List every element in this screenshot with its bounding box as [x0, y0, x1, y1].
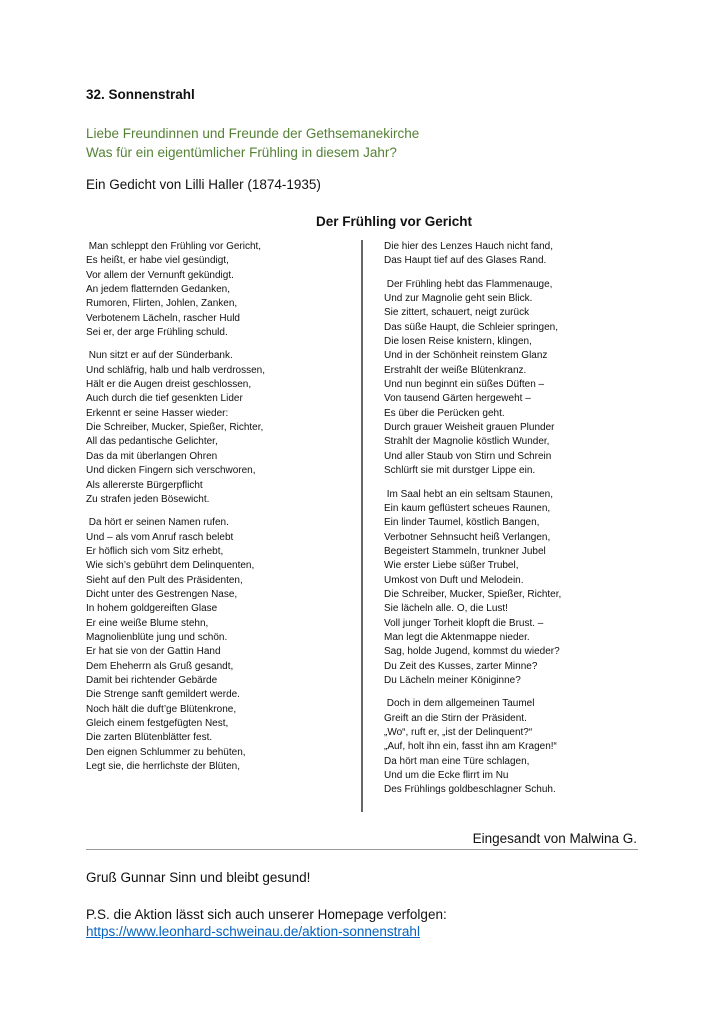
byline: Ein Gedicht von Lilli Haller (1874-1935): [86, 177, 321, 192]
poem-line: Begeistert Stammeln, trunkner Jubel: [384, 545, 546, 557]
poem-line: Und aller Staub von Stirn und Schrein: [384, 450, 552, 462]
poem-line: All das pedantische Gelichter,: [86, 436, 218, 448]
poem-line: Von tausend Gärten hergeweht –: [384, 393, 531, 405]
poem-line: Da hört man eine Türe schlagen,: [384, 755, 530, 767]
poem-stanza: [384, 240, 654, 269]
poem-line: Legt sie, die herrlichste der Blüten,: [86, 761, 240, 773]
poem-stanza: [384, 278, 654, 479]
poem-line: In hohem goldgereiften Glase: [86, 603, 218, 615]
poem-line: Wie erster Liebe süßer Trubel,: [384, 560, 519, 572]
poem-line: Erstrahlt der weiße Blütenkranz.: [384, 364, 527, 376]
poem-line: Die zarten Blütenblätter fest.: [86, 732, 213, 744]
poem-line: Der Frühling hebt das Flammenauge,: [384, 278, 553, 290]
poem-left-column: [86, 240, 348, 783]
poem-line: Ein kaum geflüstert scheues Raunen,: [384, 502, 551, 514]
poem-line: Die Strenge sanft gemildert werde.: [86, 689, 240, 701]
poem-line: Du Zeit des Kusses, zarter Minne?: [384, 660, 538, 672]
poem-line: Da hört er seinen Namen rufen.: [86, 517, 229, 529]
poem-line: Man legt die Aktenmappe nieder.: [384, 631, 530, 643]
poem-line: Verbotenem Lächeln, rascher Huld: [86, 312, 240, 324]
poem-line: „Wo“, ruft er, „ist der Delinquent?“: [384, 727, 533, 738]
poem-line: Greift an die Stirn der Präsident.: [384, 712, 527, 724]
poem-line: Erkennt er seine Hasser wieder:: [86, 407, 229, 419]
poem-line: Und nun beginnt ein süßes Düften –: [384, 379, 545, 391]
poem-line: Sag, holde Jugend, kommst du wieder?: [384, 646, 560, 658]
poem-line: Sei er, der arge Frühling schuld.: [86, 327, 228, 339]
poem-line: Das da mit überlangen Ohren: [86, 450, 218, 462]
poem-line: Durch grauer Weisheit grauen Plunder: [384, 422, 555, 434]
poem-line: Verbotner Sehnsucht heiß Verlangen,: [384, 531, 551, 543]
poem-line: Den eignen Schlummer zu behüten,: [86, 746, 246, 758]
poem-line: Doch in dem allgemeinen Taumel: [384, 698, 535, 710]
poem-line: Und um die Ecke flirrt im Nu: [384, 770, 509, 782]
poem-line: „Auf, holt ihn ein, fasst ihn am Kragen!“: [384, 741, 557, 753]
poem-line: Sie zittert, schauert, neigt zurück: [384, 307, 530, 319]
greeting: [86, 124, 419, 162]
poem-stanza: [384, 697, 654, 797]
postscript: [86, 906, 447, 940]
poem-line: Die losen Reise knistern, klingen,: [384, 336, 532, 348]
poem-line: Die Schreiber, Mucker, Spießer, Richter,: [86, 422, 264, 434]
poem-line: Man schleppt den Frühling vor Gericht,: [86, 241, 262, 252]
poem-line: Gleich einem festgefügten Nest,: [86, 718, 229, 729]
poem-line: Die Schreiber, Mucker, Spießer, Richter,: [384, 588, 562, 600]
farewell: Gruß Gunnar Sinn und bleibt gesund!: [86, 870, 311, 885]
poem-line: Und dicken Fingern sich verschworen,: [86, 465, 256, 477]
poem-line: An jedem flatternden Gedanken,: [86, 284, 230, 296]
poem-line: Nun sitzt er auf der Sünderbank.: [86, 350, 233, 362]
homepage-link[interactable]: https://www.leonhard-schweinau.de/aktion-sonnenstrahl: [86, 924, 420, 939]
poem-line: Ein linder Taumel, köstlich Bangen,: [384, 517, 540, 529]
poem-line: Dicht unter des Gestrengen Nase,: [86, 588, 238, 600]
poem-line: Strahlt der Magnolie köstlich Wunder,: [384, 436, 550, 448]
horizontal-rule: [86, 849, 638, 850]
poem-line: Du Lächeln meiner Königinne?: [384, 674, 521, 686]
poem-stanza: [86, 349, 348, 507]
poem-line: Es über die Perücken geht.: [384, 407, 505, 419]
poem-line: Und zur Magnolie geht sein Blick.: [384, 293, 533, 305]
poem-line: Rumoren, Flirten, Johlen, Zanken,: [86, 298, 238, 310]
poem-line: Das süße Haupt, die Schleier springen,: [384, 321, 558, 333]
poem-line: Damit bei richtender Gebärde: [86, 674, 218, 686]
postscript-text: P.S. die Aktion lässt sich auch unserer Homepage verfolgen:: [86, 907, 447, 922]
page-title: 32. Sonnenstrahl: [86, 87, 195, 102]
poem-line: Auch durch die tief gesenkten Lider: [86, 393, 243, 405]
poem-stanza: [86, 516, 348, 774]
poem-line: Im Saal hebt an ein seltsam Staunen,: [384, 488, 553, 500]
poem-line: Des Frühlings goldbeschlagner Schuh.: [384, 784, 556, 796]
poem-line: Und – als vom Anruf rasch belebt: [86, 531, 234, 543]
poem-line: Schlürft sie mit durstger Lippe ein.: [384, 465, 536, 477]
poem-line: Er eine weiße Blume stehn,: [86, 617, 209, 629]
poem-line: Voll junger Torheit klopft die Brust. –: [384, 617, 544, 629]
signature: Eingesandt von Malwina G.: [472, 831, 637, 846]
poem-line: Er hat sie von der Gattin Hand: [86, 646, 221, 658]
poem-line: Die hier des Lenzes Hauch nicht fand,: [384, 241, 553, 252]
poem-title: Der Frühling vor Gericht: [315, 214, 473, 229]
poem-line: Sie lächeln alle. O, die Lust!: [384, 603, 508, 615]
poem-right-column: [384, 240, 654, 807]
poem-stanza: [86, 240, 348, 340]
poem-line: Und in der Schönheit reinstem Glanz: [384, 350, 548, 362]
poem-line: Es heißt, er habe viel gesündigt,: [86, 255, 229, 267]
poem-stanza: [384, 488, 654, 689]
poem-line: Wie sich’s gebührt dem Delinquenten,: [86, 560, 255, 572]
poem-line: Und schläfrig, halb und halb verdrossen,: [86, 364, 265, 376]
poem-line: Als allererste Bürgerpflicht: [86, 479, 203, 491]
poem-line: Er höflich sich vom Sitz erhebt,: [86, 545, 224, 557]
poem-line: Vor allem der Vernunft gekündigt.: [86, 269, 234, 281]
column-divider: [361, 240, 363, 812]
poem-line: Zu strafen jeden Bösewicht.: [86, 493, 210, 505]
greeting-line: Liebe Freundinnen und Freunde der Gethsemanekirche: [86, 126, 420, 141]
poem-line: Sieht auf den Pult des Präsidenten,: [86, 574, 243, 586]
poem-line: Das Haupt tief auf des Glases Rand.: [384, 255, 547, 267]
poem-line: Dem Eheherrn als Gruß gesandt,: [86, 660, 234, 672]
poem-line: Hält er die Augen dreist geschlossen,: [86, 379, 252, 391]
greeting-line: Was für ein eigentümlicher Frühling in diesem Jahr?: [86, 145, 397, 160]
poem-line: Umkost von Duft und Melodein.: [384, 574, 524, 586]
poem-line: Magnolienblüte jung und schön.: [86, 631, 228, 643]
poem-line: Noch hält die duft’ge Blütenkrone,: [86, 703, 237, 715]
